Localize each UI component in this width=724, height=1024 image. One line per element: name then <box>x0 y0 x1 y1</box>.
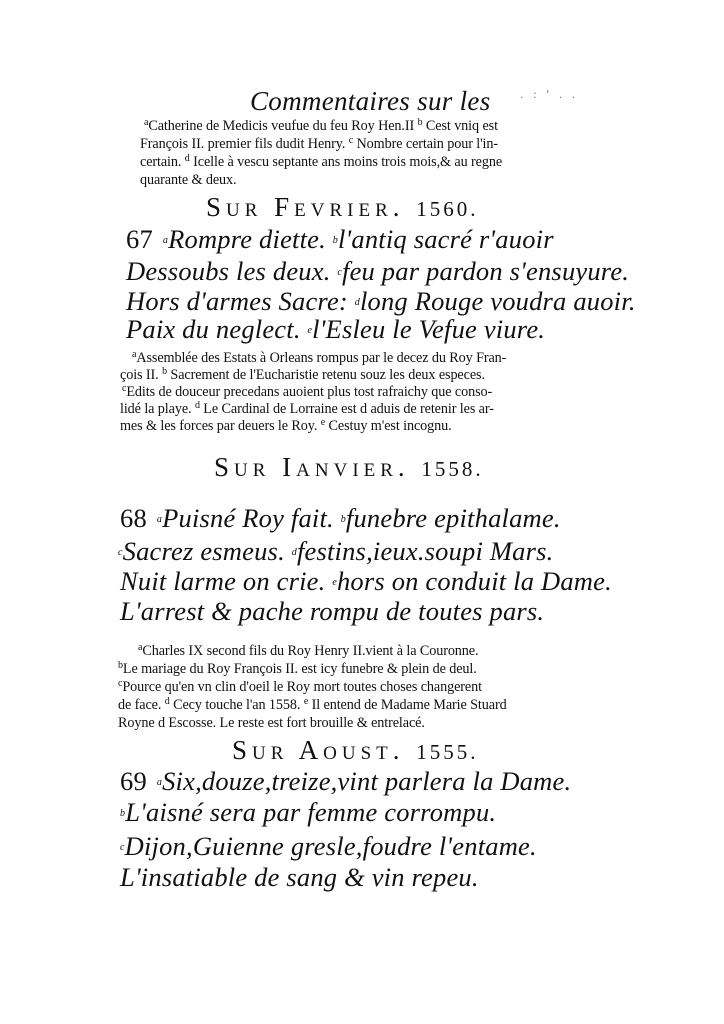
quatrain-number: 68 <box>120 503 147 533</box>
note-line: François II. premier fils dudit Henry. $^c$ Nombre certain pour l'in- <box>140 135 499 152</box>
note-line: $^c$Pource qu'en vn clin d'oeil le Roy mort toutes choses changerent <box>118 678 482 695</box>
verse-line: $^c$Dijon,Guienne gresle,foudre l'entame. <box>120 831 537 861</box>
running-head: Commentaires sur les <box>250 86 491 116</box>
note-line: $^a$Catherine de Medicis veufue du feu Roy Hen.II $^b$ Cest vniq est <box>144 117 498 134</box>
section-heading: Sur Ianvier. 1558. <box>214 452 484 482</box>
verse-line: Nuit larme on crie. $^e$hors on conduit la Dame. <box>120 566 612 596</box>
note-line: lidé la playe. $^d$ Le Cardinal de Lorraine est d aduis de retenir les ar- <box>120 400 494 417</box>
verse-line: $^c$Sacrez esmeus. $^d$festins,ieux.soupi Mars. <box>118 536 554 566</box>
note-line: mes & les forces par deuers le Roy. $^e$ Cestuy m'est incognu. <box>120 417 452 434</box>
verse-line: Dessoubs les deux. $^c$feu par pardon s'ensuyure. <box>126 256 630 286</box>
section-heading: Sur Fevrier. 1560. <box>206 192 479 222</box>
verse-line: L'arrest & pache rompu de toutes pars. <box>120 596 545 626</box>
quatrain-number: 69 <box>120 766 147 796</box>
note-line: quarante & deux. <box>140 172 237 188</box>
section-heading: Sur Aoust. 1555. <box>232 735 479 765</box>
note-line: certain. $^d$ Icelle à vescu septante ans moins trois mois,& au regne <box>140 153 503 170</box>
verse-line: 67 $^a$Rompre diette. $^b$l'antiq sacré r'auoir <box>126 224 554 254</box>
verse-line: Paix du neglect. $^e$l'Esleu le Vefue viure. <box>126 314 546 344</box>
verse-line: L'insatiable de sang & vin repeu. <box>120 862 479 892</box>
verse-line: $^b$L'aisné sera par femme corrompu. <box>120 797 497 827</box>
print-specks: . : ' . . <box>520 88 579 101</box>
verse-line: 68 $^a$Puisné Roy fait. $^b$funebre epithalame. <box>120 503 561 533</box>
note-line: de face. $^d$ Cecy touche l'an 1558. $^e$ Il entend de Madame Marie Stuard <box>118 696 507 713</box>
quatrain-number: 67 <box>126 224 153 254</box>
note-line: $^b$Le mariage du Roy François II. est icy funebre & plein de deul. <box>118 660 477 677</box>
note-line: $^c$Edits de douceur precedans auoient plus tost rafraichy que conso- <box>122 383 493 400</box>
note-line: çois II. $^b$ Sacrement de l'Eucharistie retenu souz les deux especes. <box>120 366 485 383</box>
note-line: $^a$Charles IX second fils du Roy Henry II.vient à la Couronne. <box>138 642 479 659</box>
verse-line: Hors d'armes Sacre: $^d$long Rouge voudra auoir. <box>126 286 636 316</box>
note-line: $^a$Assemblée des Estats à Orleans rompus par le decez du Roy Fran- <box>132 349 507 366</box>
note-line: Royne d Escosse. Le reste est fort brouille & entrelacé. <box>118 715 425 731</box>
verse-line: 69 $^a$Six,douze,treize,vint parlera la Dame. <box>120 766 572 796</box>
